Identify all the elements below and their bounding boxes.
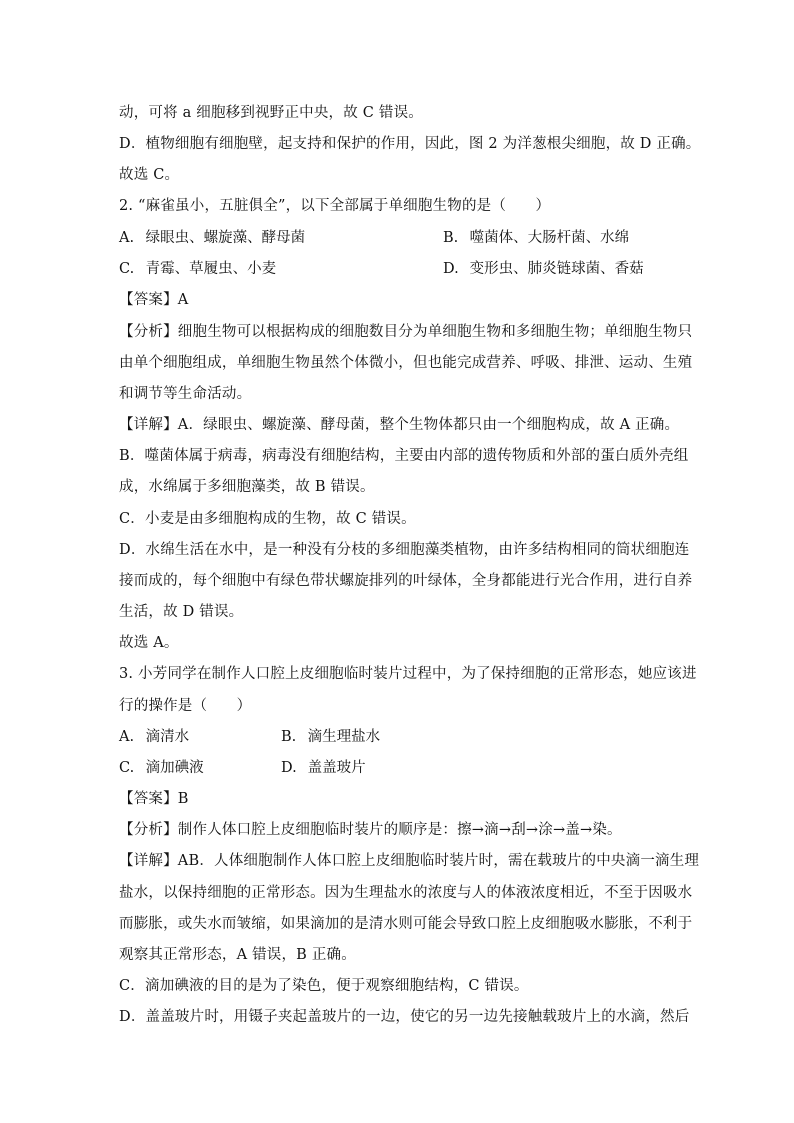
option-text: 变形虫、肺炎链球菌、香菇 bbox=[469, 261, 644, 277]
q2-detail-line: 接而成的，每个细胞中有绿色带状螺旋排列的叶绿体，全身都能进行光合作用，进行自养 bbox=[119, 573, 693, 589]
q3-option-c bbox=[119, 758, 204, 778]
q2-detail-line: C．小麦是由多细胞构成的生物，故 C 错误。 bbox=[119, 511, 416, 527]
q3-detail-line: C．滴加碘液的目的是为了染色，便于观察细胞结构，C 错误。 bbox=[119, 978, 529, 994]
q3-stem-cont: 行的操作是（ ） bbox=[119, 698, 252, 714]
q3-option-b bbox=[281, 727, 380, 747]
q2-detail-line: B．噬菌体属于病毒，病毒没有细胞结构，主要由内部的遗传物质和外部的蛋白质外壳组 bbox=[119, 448, 689, 464]
q1-detail-d: D．植物细胞有细胞壁，起支持和保护的作用，因此，图 2 为洋葱根尖细胞，故 D 正确。 bbox=[119, 136, 701, 152]
q2-choose: 故选 A。 bbox=[119, 635, 179, 651]
q3-analysis: 【分析】制作人体口腔上皮细胞临时装片的顺序是：擦→滴→刮→涂→盖→染。 bbox=[119, 822, 622, 838]
q3-stem: 3. 小芳同学在制作人口腔上皮细胞临时装片过程中，为了保持细胞的正常形态，她应该进 bbox=[119, 666, 697, 682]
option-text: 滴生理盐水 bbox=[307, 729, 381, 745]
q1-choose: 故选 C。 bbox=[119, 167, 180, 183]
option-key: A. bbox=[119, 230, 135, 246]
option-text: 青霉、草履虫、小麦 bbox=[145, 261, 277, 277]
q2-option-a bbox=[119, 228, 305, 248]
option-key: C. bbox=[119, 261, 135, 277]
option-text: 绿眼虫、螺旋藻、酵母菌 bbox=[145, 230, 306, 246]
option-key: D. bbox=[281, 760, 297, 776]
q2-detail-line: 生活，故 D 错误。 bbox=[119, 604, 244, 620]
option-key: B. bbox=[443, 230, 459, 246]
q2-stem: 2. “麻雀虽小，五脏俱全”，以下全部属于单细胞生物的是（ ） bbox=[119, 198, 551, 214]
option-key: A. bbox=[119, 729, 135, 745]
q3-detail-line: 而膨胀，或失水而皱缩，如果滴加的是清水则可能会导致口腔上皮细胞吸水膨胀，不利于 bbox=[119, 916, 693, 932]
q2-detail-line: D．水绵生活在水中，是一种没有分枝的多细胞藻类植物，由许多结构相同的筒状细胞连 bbox=[119, 542, 690, 558]
q3-detail-line: D．盖盖玻片时，用镊子夹起盖玻片的一边，使它的另一边先接触载玻片上的水滴，然后 bbox=[119, 1009, 690, 1025]
q2-detail-line: 【详解】A．绿眼虫、螺旋藻、酵母菌，整个生物体都只由一个细胞构成，故 A 正确。 bbox=[119, 417, 680, 433]
option-key: D. bbox=[443, 261, 459, 277]
q1-explanation-tail: 动，可将 a 细胞移到视野正中央，故 C 错误。 bbox=[119, 105, 423, 121]
q3-detail-line: 盐水，以保持细胞的正常形态。因为生理盐水的浓度与人的体液浓度相近，不至于因吸水 bbox=[119, 885, 693, 901]
q3-detail-line: 【详解】AB．人体细胞制作人体口腔上皮细胞临时装片时，需在载玻片的中央滴一滴生理 bbox=[119, 853, 700, 869]
q3-answer: 【答案】B bbox=[119, 791, 189, 807]
q2-detail-line: 成，水绵属于多细胞藻类，故 B 错误。 bbox=[119, 479, 375, 495]
option-text: 盖盖玻片 bbox=[307, 760, 366, 776]
q3-option-a bbox=[119, 727, 189, 747]
q2-analysis-line: 和调节等生命活动。 bbox=[119, 386, 252, 402]
q3-option-d bbox=[281, 758, 366, 778]
q2-option-d bbox=[443, 259, 644, 279]
q2-analysis-line: 【分析】细胞生物可以根据构成的细胞数目分为单细胞生物和多细胞生物；单细胞生物只 bbox=[119, 324, 693, 340]
option-text: 滴加碘液 bbox=[145, 760, 204, 776]
q3-detail-line: 观察其正常形态，A 错误，B 正确。 bbox=[119, 947, 356, 963]
option-text: 滴清水 bbox=[145, 729, 190, 745]
option-text: 噬菌体、大肠杆菌、水绵 bbox=[469, 230, 630, 246]
option-key: B. bbox=[281, 729, 297, 745]
option-key: C. bbox=[119, 760, 135, 776]
q2-option-c bbox=[119, 259, 276, 279]
q2-analysis-line: 由单个细胞组成，单细胞生物虽然个体微小，但也能完成营养、呼吸、排泄、运动、生殖 bbox=[119, 355, 693, 371]
q2-answer: 【答案】A bbox=[119, 292, 189, 308]
q2-option-b bbox=[443, 228, 629, 248]
